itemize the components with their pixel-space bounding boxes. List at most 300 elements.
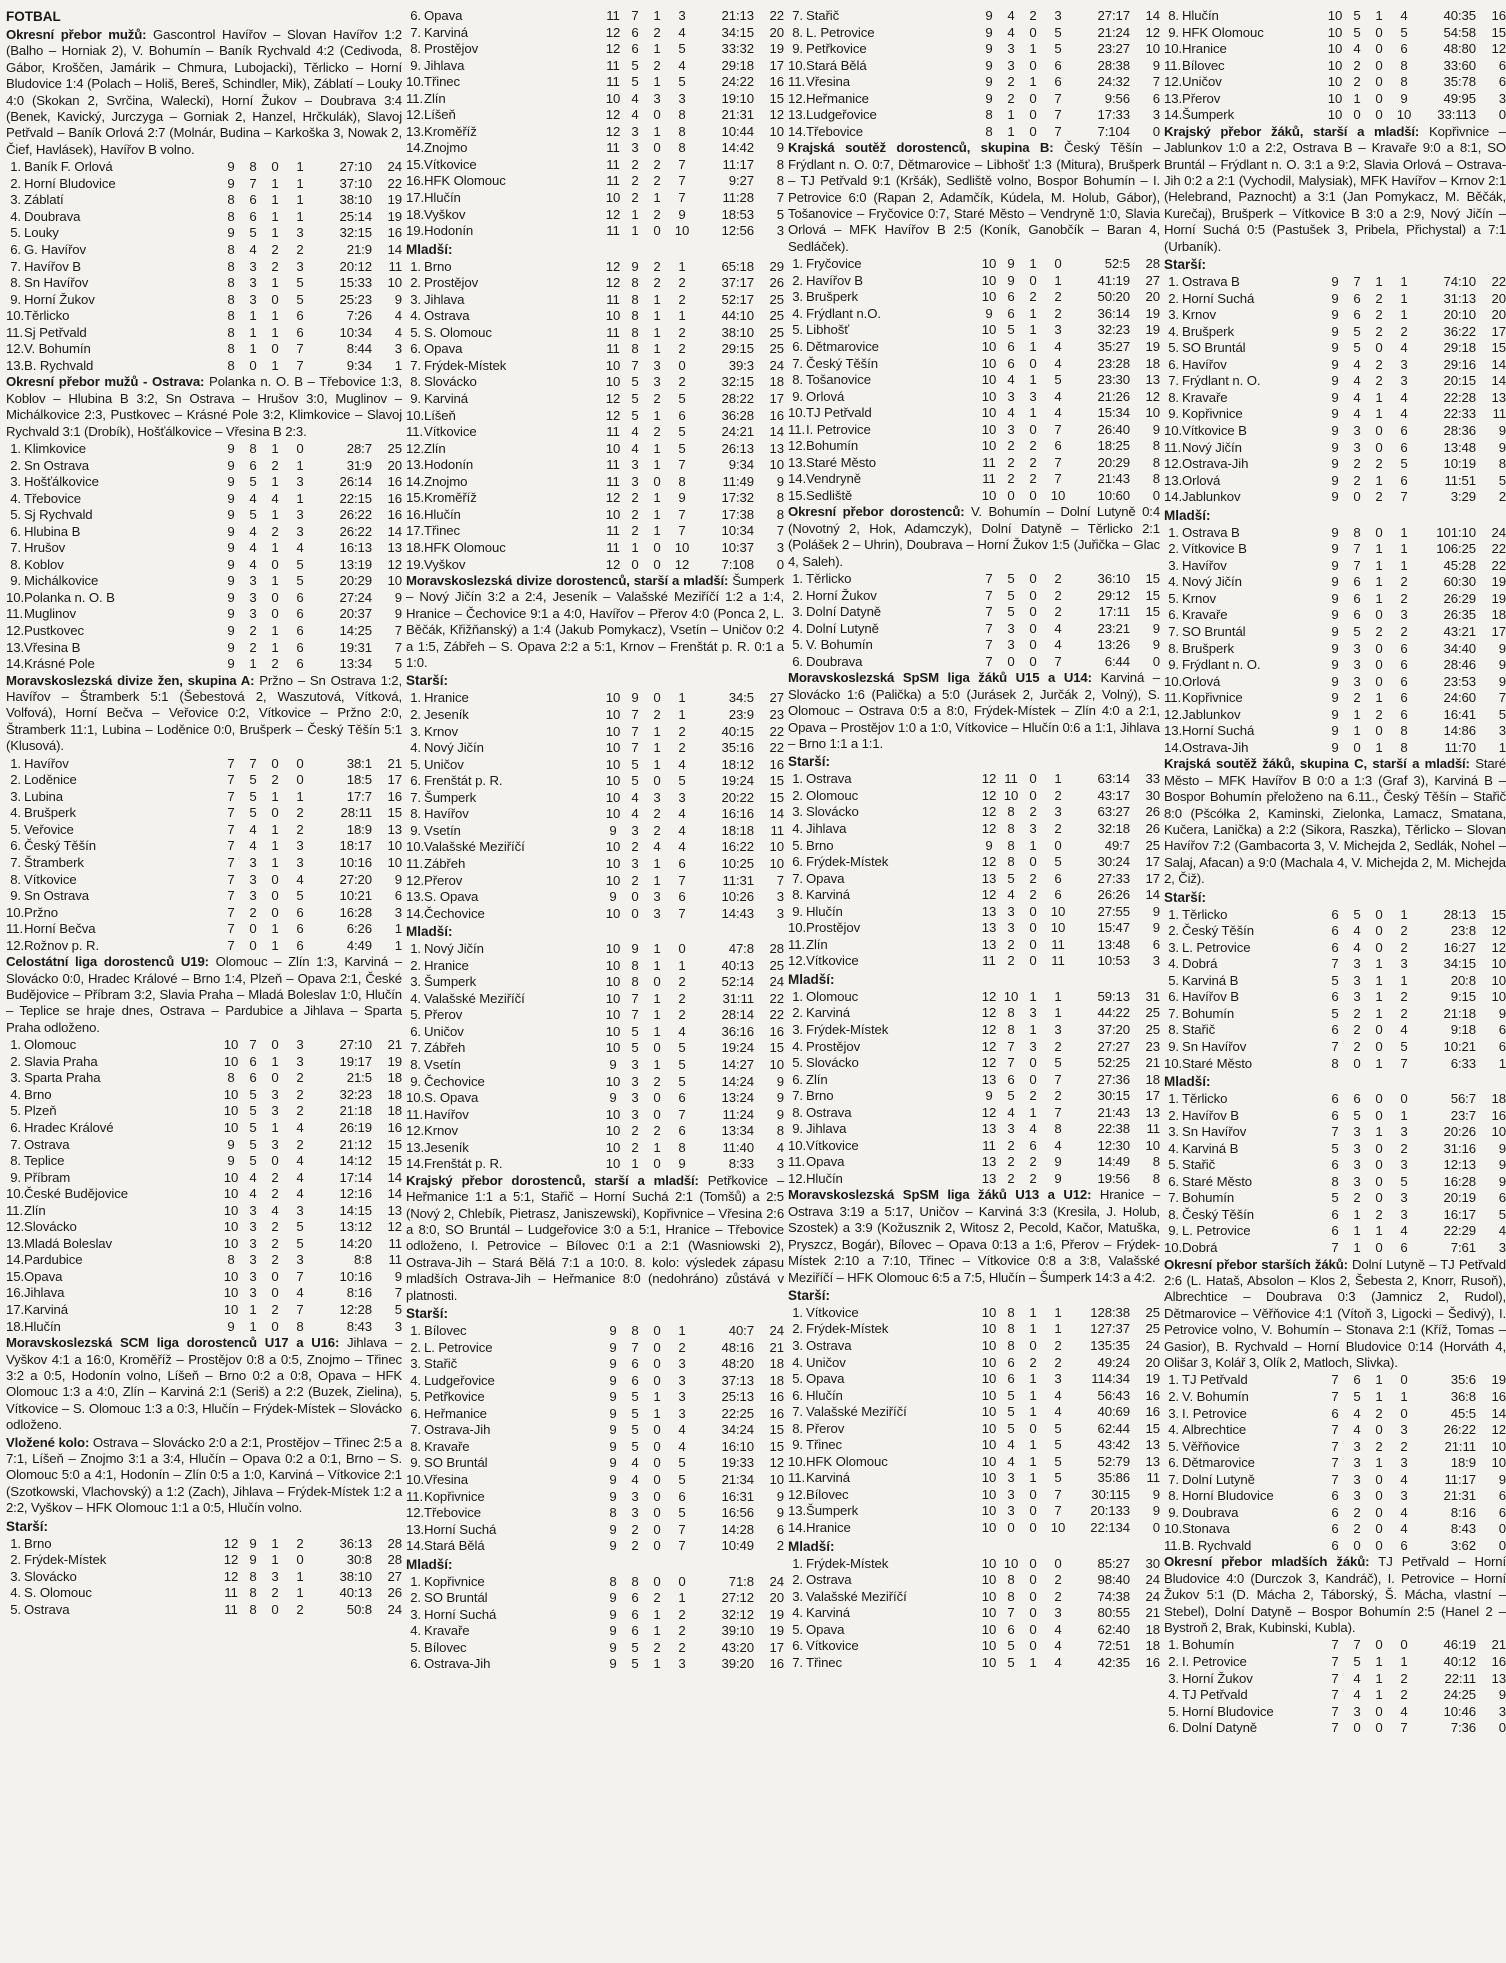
cell-losses: 1 (296, 192, 304, 208)
cell-team: Frýdlant n. O. (1182, 657, 1261, 673)
cell-matches: 8 (227, 308, 235, 324)
cell-points: 16 (769, 407, 784, 423)
cell-team: Lubina (24, 788, 64, 804)
cell-points: 12 (387, 1219, 402, 1235)
cell-matches: 7 (227, 937, 235, 953)
cell-score: 21:31 (721, 107, 754, 123)
table-row (1164, 541, 1506, 558)
cell-points: 7 (1152, 74, 1160, 90)
table-row (1164, 373, 1506, 390)
table-row (6, 756, 402, 773)
cell-team: Přerov (424, 1007, 463, 1023)
table-row (406, 25, 784, 42)
cell-team: Frenštát p. R. (424, 1156, 503, 1172)
cell-score: 10:25 (721, 855, 754, 871)
cell-points: 9 (776, 1090, 784, 1106)
cell-team: Bílovec (424, 1323, 467, 1339)
table-row (406, 140, 784, 157)
cell-rank: 8. (792, 1104, 803, 1120)
cell-rank: 5. (792, 1621, 803, 1637)
cell-wins: 4 (249, 821, 257, 837)
table-row (406, 74, 784, 91)
cell-matches: 9 (227, 1318, 235, 1334)
table-row (406, 259, 784, 276)
cell-team: Zlín (424, 440, 446, 456)
cell-rank: 3. (1168, 1124, 1179, 1140)
cell-score: 49:7 (1104, 837, 1130, 853)
cell-draws: 1 (1375, 989, 1383, 1005)
cell-wins: 7 (631, 8, 639, 23)
cell-losses: 1 (296, 175, 304, 191)
cell-points: 9 (1498, 1471, 1506, 1487)
cell-matches: 9 (985, 41, 993, 57)
cell-points: 19 (769, 1606, 784, 1622)
cell-draws: 1 (1375, 1124, 1383, 1140)
cell-draws: 1 (1375, 1455, 1383, 1471)
cell-losses: 4 (1054, 355, 1062, 371)
cell-team: Hlučín (806, 1387, 843, 1403)
cell-draws: 0 (653, 539, 661, 555)
results-paragraph (1164, 756, 1506, 887)
cell-rank: 3. (792, 1338, 803, 1354)
cell-points: 16 (1491, 8, 1506, 23)
competition-title: Moravskoslezská divize dorostenců, starší a mladší: (406, 573, 729, 589)
cell-wins: 6 (631, 1372, 639, 1388)
cell-rank: 12. (1164, 456, 1183, 472)
cell-matches: 11 (606, 424, 620, 440)
cell-wins: 3 (1007, 57, 1015, 73)
cell-score: 27:10 (339, 159, 372, 175)
cell-losses: 2 (678, 291, 686, 307)
table-row (6, 1285, 402, 1302)
cell-score: 27:20 (339, 871, 372, 887)
table-row (1164, 1240, 1506, 1257)
cell-draws: 0 (1029, 787, 1037, 803)
standings-table (788, 256, 1160, 504)
table-row (406, 358, 784, 375)
cell-matches: 10 (605, 1073, 621, 1089)
cell-losses: 2 (1400, 1438, 1408, 1454)
cell-team: Pustkovec (24, 623, 84, 638)
cell-score: 21:12 (339, 1136, 372, 1152)
cell-wins: 5 (1353, 24, 1361, 40)
cell-draws: 0 (1375, 1190, 1383, 1206)
cell-score: 46:19 (1443, 1637, 1476, 1653)
cell-team: Karviná (806, 1005, 851, 1021)
cell-draws: 0 (1029, 1055, 1037, 1071)
cell-points: 25 (387, 440, 402, 456)
table-row (6, 225, 402, 242)
cell-matches: 10 (605, 1123, 621, 1139)
competition-title: Vložené kolo: (6, 1434, 90, 1450)
cell-score: 7:61 (1450, 1240, 1476, 1256)
cell-team: HFK Olomouc (424, 173, 506, 189)
cell-rank: 3. (410, 1606, 421, 1622)
cell-wins: 2 (1007, 454, 1015, 470)
cell-losses: 5 (678, 773, 686, 789)
cell-matches: 9 (227, 175, 235, 191)
cell-losses: 9 (678, 490, 686, 506)
cell-draws: 0 (653, 773, 661, 789)
category-label: Mladší: (1164, 507, 1211, 523)
cell-losses: 2 (1400, 1670, 1408, 1686)
cell-losses: 9 (1054, 1154, 1062, 1170)
cell-losses: 6 (1400, 657, 1408, 673)
cell-rank: 5. (1168, 972, 1179, 988)
cell-matches: 9 (609, 1639, 617, 1655)
cell-matches: 12 (605, 41, 621, 57)
cell-draws: 0 (271, 1070, 279, 1086)
cell-wins: 4 (1007, 1104, 1015, 1120)
cell-score: 36:22 (1443, 323, 1476, 339)
cell-draws: 2 (653, 1590, 661, 1606)
cell-team: Uničov (1182, 74, 1222, 90)
cell-rank: 11. (6, 921, 24, 937)
competition-title: Krajský přebor žáků, starší a mladší: (1164, 123, 1420, 139)
cell-rank: 9. (10, 1169, 21, 1185)
cell-wins: 8 (249, 1568, 257, 1584)
table-row (6, 1203, 402, 1220)
table-row (406, 107, 784, 124)
cell-score: 74:38 (1097, 1588, 1130, 1604)
cell-matches: 10 (981, 272, 997, 288)
cell-team: Vítkovice (424, 156, 477, 172)
cell-score: 56:43 (1097, 1387, 1130, 1403)
cell-draws: 1 (653, 440, 661, 456)
cell-score: 85:27 (1097, 1555, 1130, 1571)
cell-matches: 9 (1331, 456, 1339, 472)
cell-wins: 6 (1007, 355, 1015, 371)
cell-score: 9:34 (728, 457, 754, 473)
cell-points: 16 (387, 490, 402, 506)
cell-rank: 4. (792, 1038, 803, 1054)
category-label: Mladší: (406, 1556, 453, 1572)
cell-rank: 1. (10, 440, 21, 456)
cell-losses: 9 (678, 206, 686, 222)
cell-draws: 1 (653, 1656, 661, 1672)
cell-score: 34:24 (721, 1422, 754, 1438)
cell-score: 15:34 (1097, 405, 1130, 421)
cell-losses: 4 (1400, 8, 1408, 23)
table-row (788, 306, 1160, 323)
cell-rank: 9. (792, 388, 803, 404)
cell-team: Valašské Meziříčí (806, 1588, 907, 1604)
cell-matches: 12 (605, 258, 621, 274)
cell-matches: 9 (609, 1471, 617, 1487)
cell-matches: 11 (606, 341, 620, 357)
cell-draws: 0 (1375, 657, 1383, 673)
table-row (406, 1024, 784, 1041)
cell-wins: 2 (1007, 438, 1015, 454)
cell-score: 16:16 (721, 806, 754, 822)
table-row (6, 1236, 402, 1253)
cell-team: Staré Město (806, 454, 876, 470)
cell-wins: 3 (1353, 1173, 1361, 1189)
cell-score: 35:27 (1097, 338, 1130, 354)
cell-points: 18 (1145, 355, 1160, 371)
cell-wins: 0 (631, 905, 639, 921)
cell-losses: 4 (678, 756, 686, 772)
cell-points: 9 (776, 1488, 784, 1504)
results-paragraph (6, 27, 402, 158)
cell-wins: 4 (1353, 41, 1361, 57)
cell-points: 16 (387, 474, 402, 490)
cell-score: 18:9 (1450, 1455, 1476, 1471)
cell-matches: 10 (605, 308, 621, 324)
table-row (406, 1489, 784, 1506)
cell-rank: 1. (10, 159, 21, 175)
cell-draws: 1 (1029, 1022, 1037, 1038)
cell-score: 31:9 (346, 457, 372, 473)
cell-rank: 6. (410, 8, 421, 23)
cell-draws: 0 (271, 1037, 279, 1053)
cell-wins: 3 (249, 275, 257, 291)
cell-score: 35:86 (1097, 1470, 1130, 1486)
cell-losses: 6 (296, 606, 304, 622)
cell-matches: 10 (605, 1023, 621, 1039)
cell-points: 4 (394, 308, 402, 324)
cell-matches: 9 (1331, 607, 1339, 623)
cell-rank: 11. (406, 90, 424, 106)
cell-draws: 0 (653, 1106, 661, 1122)
cell-losses: 7 (678, 1106, 686, 1122)
cell-score: 40:12 (1443, 1654, 1476, 1670)
table-row (1164, 641, 1506, 658)
table-row (406, 724, 784, 741)
cell-rank: 13. (6, 639, 25, 655)
cell-team: Horní Bludovice (24, 175, 116, 191)
cell-rank: 18. (6, 1318, 25, 1334)
cell-wins: 6 (631, 1606, 639, 1622)
cell-wins: 5 (1353, 624, 1361, 640)
cell-losses: 6 (1400, 673, 1408, 689)
cell-draws: 0 (1029, 903, 1037, 919)
cell-team: Louky (24, 225, 59, 241)
cell-rank: 11. (6, 606, 24, 622)
cell-points: 3 (776, 889, 784, 905)
cell-wins: 5 (1353, 1107, 1361, 1123)
cell-score: 16:13 (339, 540, 372, 556)
cell-losses: 5 (1054, 1420, 1062, 1436)
cell-matches: 10 (981, 1437, 997, 1453)
cell-score: 21:11 (1444, 1438, 1476, 1454)
cell-rank: 9. (792, 903, 803, 919)
cell-rank: 18. (406, 539, 425, 555)
cell-team: Dobrá (1182, 1240, 1218, 1256)
table-row (406, 856, 784, 873)
cell-points: 21 (1145, 1605, 1160, 1621)
table-row (788, 1655, 1160, 1672)
cell-rank: 11. (788, 74, 806, 90)
cell-points: 13 (387, 1202, 402, 1218)
cell-team: Petřkovice (424, 1389, 485, 1405)
cell-matches: 9 (1331, 472, 1339, 488)
cell-wins: 8 (631, 957, 639, 973)
cell-draws: 2 (1029, 8, 1037, 23)
cell-losses: 4 (1400, 1022, 1408, 1038)
cell-points: 24 (1491, 524, 1506, 540)
table-row (6, 325, 402, 342)
category-label: Starší: (6, 1518, 49, 1534)
cell-draws: 4 (271, 490, 279, 506)
cell-points: 11 (1146, 1121, 1160, 1137)
category-label: Starší: (1164, 889, 1207, 905)
cell-wins: 3 (1353, 1488, 1361, 1504)
cell-wins: 4 (1007, 24, 1015, 40)
cell-team: I. Petrovice (1182, 1654, 1247, 1670)
cell-wins: 3 (249, 1202, 257, 1218)
cell-rank: 7. (10, 854, 21, 870)
cell-wins: 2 (1353, 472, 1361, 488)
cell-matches: 8 (227, 208, 235, 224)
cell-draws: 0 (653, 1455, 661, 1471)
cell-rank: 1. (1168, 1372, 1179, 1388)
table-row (1164, 1039, 1506, 1056)
cell-draws: 0 (1029, 620, 1037, 636)
cell-score: 7:36 (1450, 1720, 1476, 1736)
cell-draws: 1 (271, 324, 279, 340)
cell-rank: 13. (6, 1235, 25, 1251)
cell-wins: 5 (631, 1405, 639, 1421)
cell-losses: 2 (678, 740, 686, 756)
cell-team: Koblov (24, 556, 64, 572)
cell-draws: 1 (1029, 322, 1037, 338)
cell-losses: 4 (1400, 1471, 1408, 1487)
table-row (1164, 1422, 1506, 1439)
cell-matches: 12 (223, 1535, 239, 1551)
cell-losses: 5 (296, 291, 304, 307)
cell-draws: 0 (653, 1438, 661, 1454)
cell-draws: 0 (1029, 1503, 1037, 1519)
cell-rank: 14. (406, 1538, 425, 1554)
cell-matches: 9 (1331, 356, 1339, 372)
cell-score: 36:16 (721, 1023, 754, 1039)
cell-team: Havířov B (806, 272, 863, 288)
cell-score: 32:15 (339, 225, 372, 241)
cell-score: 48:16 (721, 1339, 754, 1355)
cell-draws: 2 (1029, 438, 1037, 454)
cell-matches: 11 (606, 539, 620, 555)
cell-rank: 11. (406, 424, 424, 440)
cell-losses: 9 (678, 1156, 686, 1172)
cell-points: 24 (769, 974, 784, 990)
cell-score: 14:25 (339, 623, 372, 638)
cell-losses: 2 (678, 974, 686, 990)
cell-matches: 11 (606, 223, 620, 239)
cell-score: 22:28 (1443, 389, 1476, 405)
cell-points: 16 (387, 788, 402, 804)
cell-score: 27:36 (1097, 1071, 1130, 1087)
cell-score: 12:30 (1097, 1137, 1130, 1153)
cell-wins: 11 (1004, 771, 1018, 787)
table-row (1164, 1538, 1506, 1555)
table-row (788, 920, 1160, 937)
cell-score: 32:15 (721, 374, 754, 390)
cell-team: Loděnice (24, 772, 77, 788)
cell-draws: 3 (1029, 1005, 1037, 1021)
cell-rank: 10. (406, 839, 425, 855)
cell-draws: 0 (1375, 524, 1383, 540)
cell-wins: 3 (249, 291, 257, 307)
cell-points: 22 (1491, 274, 1506, 290)
cell-losses: 1 (296, 1585, 304, 1601)
table-row (1164, 1190, 1506, 1207)
cell-points: 25 (1145, 1022, 1160, 1038)
cell-wins: 7 (1353, 274, 1361, 290)
table-row (406, 823, 784, 840)
cell-team: Vítkovice (424, 424, 477, 440)
standings-table (1164, 1372, 1506, 1554)
cell-matches: 7 (1331, 1720, 1339, 1736)
cell-team: Orlová (1182, 472, 1221, 488)
cell-team: Bílovec (424, 1639, 467, 1655)
cell-draws: 0 (653, 1323, 661, 1339)
cell-matches: 10 (605, 1040, 621, 1056)
cell-rank: 10. (406, 1471, 425, 1487)
cell-rank: 6. (1168, 607, 1179, 623)
cell-wins: 3 (1353, 423, 1361, 438)
cell-rank: 6. (410, 773, 421, 789)
cell-losses: 4 (1054, 1404, 1062, 1420)
cell-matches: 7 (1331, 1687, 1339, 1703)
cell-score: 13:24 (721, 1090, 754, 1106)
table-row (1164, 940, 1506, 957)
cell-rank: 6. (1168, 1173, 1179, 1189)
cell-losses: 5 (1054, 1453, 1062, 1469)
cell-rank: 9. (10, 291, 21, 307)
cell-rank: 8. (792, 372, 803, 388)
cell-rank: 6. (1168, 989, 1179, 1005)
cell-draws: 0 (1029, 272, 1037, 288)
table-row (788, 571, 1160, 588)
cell-matches: 12 (981, 804, 997, 820)
cell-draws: 1 (653, 1389, 661, 1405)
cell-team: Vítkovice (806, 1137, 859, 1153)
cell-points: 6 (1498, 1190, 1506, 1206)
cell-team: Uničov (806, 1354, 846, 1370)
cell-team: Líšeň (424, 107, 456, 123)
cell-losses: 4 (296, 1186, 304, 1202)
table-row (788, 1338, 1160, 1355)
cell-score: 29:15 (721, 341, 754, 357)
cell-draws: 0 (1375, 1140, 1383, 1156)
table-row (6, 1037, 402, 1054)
cell-points: 19 (1145, 338, 1160, 354)
cell-losses: 5 (1400, 1039, 1408, 1055)
cell-wins: 8 (631, 275, 639, 291)
cell-wins: 3 (631, 1056, 639, 1072)
cell-draws: 0 (1375, 74, 1383, 90)
cell-draws: 1 (653, 490, 661, 506)
cell-losses: 2 (296, 1601, 304, 1617)
cell-rank: 1. (1168, 906, 1179, 922)
cell-rank: 3. (1168, 939, 1179, 955)
cell-rank: 2. (792, 1005, 803, 1021)
cell-rank: 3. (10, 788, 21, 804)
table-row (406, 1123, 784, 1140)
cell-score: 43:20 (721, 1639, 754, 1655)
cell-wins: 1 (1007, 107, 1015, 123)
cell-wins: 3 (249, 1285, 257, 1301)
cell-draws: 0 (653, 1573, 661, 1589)
cell-losses: 5 (678, 424, 686, 440)
cell-team: L. Petrovice (1182, 939, 1251, 955)
table-row (788, 1605, 1160, 1622)
cell-rank: 7. (1168, 373, 1179, 389)
cell-team: Třebovice (24, 490, 82, 506)
cell-score: 135:35 (1090, 1338, 1130, 1354)
cell-rank: 3. (10, 1070, 21, 1086)
